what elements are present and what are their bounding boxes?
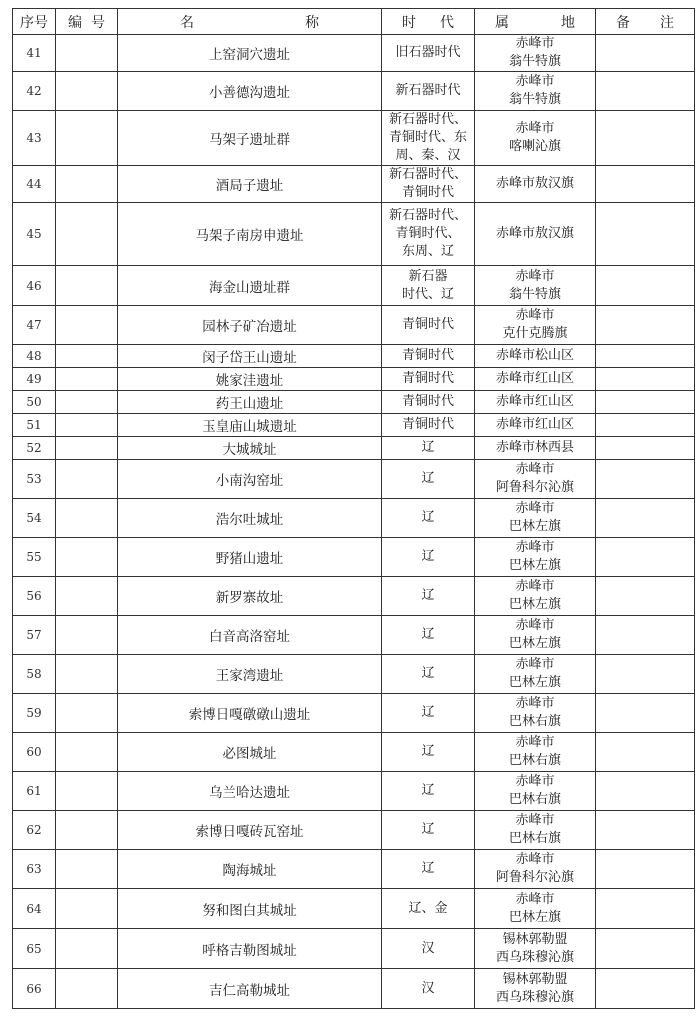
row-era [382, 266, 475, 306]
row-remark [596, 577, 695, 616]
header-location-char: 属 [495, 14, 509, 31]
row-location-line: 赤峰市红山区 [495, 394, 574, 409]
row-location-line: 赤峰市 [515, 891, 555, 907]
row-location [475, 368, 596, 391]
row-location [475, 577, 596, 616]
row-location-line: 阿鲁科尔沁旗 [495, 870, 574, 885]
row-era [382, 577, 475, 616]
row-era-line: 辽 [421, 510, 435, 525]
row-name: 新罗寨故址 [118, 577, 382, 616]
table-row [13, 391, 695, 414]
table-row [13, 499, 695, 538]
row-era-line: 青铜时代 [401, 317, 454, 332]
table-row [13, 929, 695, 969]
row-location [475, 538, 596, 577]
row-remark [596, 969, 695, 1009]
row-seq: 62 [13, 811, 56, 850]
row-remark [596, 733, 695, 772]
row-name: 小南沟窑址 [118, 460, 382, 499]
row-seq: 63 [13, 850, 56, 889]
row-seq: 56 [13, 577, 56, 616]
row-name: 野猪山遗址 [118, 538, 382, 577]
row-code [56, 694, 118, 733]
row-location-line: 赤峰市 [515, 308, 555, 323]
row-location-line: 巴林左旗 [508, 597, 561, 612]
row-era [382, 203, 475, 266]
row-location [475, 35, 596, 72]
row-remark [596, 72, 695, 111]
row-era-line: 辽 [421, 705, 435, 720]
row-remark [596, 811, 695, 850]
row-code [56, 772, 118, 811]
row-era [382, 772, 475, 811]
row-location-line: 巴林左旗 [508, 909, 561, 925]
table-row [13, 266, 695, 306]
row-location-line: 赤峰市 [515, 36, 555, 51]
table-row [13, 437, 695, 460]
header-code [56, 9, 118, 35]
row-era-line: 青铜时代 [401, 371, 454, 386]
row-era-line: 辽 [421, 666, 435, 681]
row-location-line: 赤峰市敖汉旗 [495, 176, 574, 191]
header-name-char: 名 [180, 14, 194, 31]
row-remark [596, 460, 695, 499]
row-era-line: 新石器时代、 [388, 167, 467, 182]
table-body [13, 35, 695, 1009]
row-era-line: 辽 [421, 471, 435, 486]
row-remark [596, 166, 695, 203]
row-name: 园林子矿冶遗址 [118, 306, 382, 345]
row-code [56, 166, 118, 203]
row-remark [596, 35, 695, 72]
row-era [382, 437, 475, 460]
header-location [475, 9, 596, 35]
row-era-line: 青铜时代、 [395, 226, 461, 241]
row-era [382, 616, 475, 655]
row-location-line: 翁牛特旗 [508, 54, 561, 69]
row-era [382, 111, 475, 166]
row-name: 马架子遗址群 [118, 111, 382, 166]
row-location-line: 巴林左旗 [508, 636, 561, 651]
row-era-line: 时代、辽 [401, 286, 454, 302]
row-seq: 48 [13, 345, 56, 368]
row-era [382, 733, 475, 772]
row-location [475, 889, 596, 929]
row-remark [596, 368, 695, 391]
row-location-line: 巴林左旗 [508, 519, 561, 534]
row-location [475, 460, 596, 499]
row-era-line: 辽 [421, 744, 435, 759]
row-seq: 64 [13, 889, 56, 929]
row-seq: 42 [13, 72, 56, 111]
table-row [13, 969, 695, 1009]
row-era [382, 969, 475, 1009]
row-code [56, 111, 118, 166]
row-seq: 57 [13, 616, 56, 655]
row-location-line: 赤峰市 [515, 501, 555, 516]
row-era [382, 811, 475, 850]
row-era-line: 青铜时代 [401, 348, 454, 363]
row-code [56, 35, 118, 72]
row-era-line: 新石器 [408, 268, 448, 284]
row-location [475, 414, 596, 437]
row-era [382, 460, 475, 499]
row-code [56, 850, 118, 889]
row-location-line: 赤峰市 [515, 774, 555, 789]
row-code [56, 203, 118, 266]
row-code [56, 266, 118, 306]
row-location-line: 赤峰市林西县 [495, 440, 574, 455]
row-era-line: 青铜时代 [401, 185, 454, 200]
row-location-line: 赤峰市 [515, 852, 555, 867]
table-row [13, 850, 695, 889]
row-remark [596, 850, 695, 889]
row-location-line: 克什克腾旗 [502, 326, 568, 341]
row-remark [596, 345, 695, 368]
row-era [382, 391, 475, 414]
table-row [13, 772, 695, 811]
row-code [56, 577, 118, 616]
row-seq: 58 [13, 655, 56, 694]
row-name: 马架子南房申遗址 [118, 203, 382, 266]
row-seq: 60 [13, 733, 56, 772]
table-row [13, 35, 695, 72]
row-location [475, 345, 596, 368]
row-name: 药王山遗址 [118, 391, 382, 414]
row-seq: 61 [13, 772, 56, 811]
row-remark [596, 772, 695, 811]
row-location-line: 赤峰市 [515, 813, 555, 828]
row-era-line: 辽 [421, 588, 435, 603]
row-era-line: 辽 [421, 822, 435, 837]
row-remark [596, 437, 695, 460]
row-name: 白音高洛窑址 [118, 616, 382, 655]
row-code [56, 655, 118, 694]
row-location [475, 391, 596, 414]
row-location-line: 锡林郭勒盟 [502, 971, 568, 987]
row-remark [596, 111, 695, 166]
row-location [475, 929, 596, 969]
row-location-line: 巴林右旗 [508, 753, 561, 768]
header-seq: 序号 [13, 9, 56, 35]
row-name: 陶海城址 [118, 850, 382, 889]
row-remark [596, 929, 695, 969]
row-remark [596, 266, 695, 306]
row-location [475, 772, 596, 811]
row-code [56, 969, 118, 1009]
header-location-char: 地 [561, 14, 575, 31]
row-era [382, 694, 475, 733]
row-location [475, 437, 596, 460]
row-code [56, 733, 118, 772]
row-name: 大城城址 [118, 437, 382, 460]
row-location [475, 166, 596, 203]
row-era-line: 辽 [421, 783, 435, 798]
row-era-line: 青铜时代 [401, 417, 454, 432]
row-location-line: 赤峰市 [515, 735, 555, 750]
row-location-line: 锡林郭勒盟 [502, 931, 568, 947]
header-row [13, 9, 695, 35]
row-code [56, 72, 118, 111]
row-seq: 49 [13, 368, 56, 391]
row-remark [596, 655, 695, 694]
table-row [13, 616, 695, 655]
row-era-line: 汉 [421, 940, 435, 956]
row-era [382, 414, 475, 437]
table-row [13, 538, 695, 577]
row-location [475, 850, 596, 889]
header-era [382, 9, 475, 35]
row-seq: 44 [13, 166, 56, 203]
row-location-line: 巴林左旗 [508, 558, 561, 573]
row-remark [596, 889, 695, 929]
row-location-line: 赤峰市 [515, 579, 555, 594]
row-code [56, 616, 118, 655]
row-location-line: 西乌珠穆沁旗 [495, 949, 574, 965]
row-era-line: 辽 [421, 861, 435, 876]
row-location [475, 733, 596, 772]
row-name: 闵子岱王山遗址 [118, 345, 382, 368]
row-era [382, 166, 475, 203]
row-code [56, 368, 118, 391]
table-row [13, 203, 695, 266]
table-row [13, 306, 695, 345]
row-name: 海金山遗址群 [118, 266, 382, 306]
row-era-line: 辽 [421, 549, 435, 564]
row-code [56, 889, 118, 929]
row-name: 玉皇庙山城遗址 [118, 414, 382, 437]
row-location [475, 111, 596, 166]
row-remark [596, 694, 695, 733]
row-name: 浩尔吐城址 [118, 499, 382, 538]
header-remark-char: 备 [616, 14, 630, 31]
row-name: 酒局子遗址 [118, 166, 382, 203]
row-location-line: 赤峰市 [515, 268, 555, 284]
row-location [475, 655, 596, 694]
row-location-line: 翁牛特旗 [508, 92, 561, 107]
row-location [475, 616, 596, 655]
row-location-line: 赤峰市 [515, 121, 555, 136]
table-row [13, 577, 695, 616]
row-remark [596, 306, 695, 345]
row-name: 努和图白其城址 [118, 889, 382, 929]
row-code [56, 414, 118, 437]
row-era-line: 青铜时代 [401, 394, 454, 409]
row-location [475, 811, 596, 850]
row-seq: 65 [13, 929, 56, 969]
row-code [56, 460, 118, 499]
row-location-line: 赤峰市敖汉旗 [495, 226, 574, 241]
table-row [13, 889, 695, 929]
table-row [13, 166, 695, 203]
row-code [56, 499, 118, 538]
header-code-char: 号 [91, 14, 105, 31]
row-name: 上窑洞穴遗址 [118, 35, 382, 72]
row-location [475, 694, 596, 733]
row-location-line: 喀喇沁旗 [508, 139, 561, 154]
row-location-line: 赤峰市 [515, 462, 555, 477]
table-row [13, 733, 695, 772]
row-name: 王家湾遗址 [118, 655, 382, 694]
row-location-line: 赤峰市 [515, 74, 555, 89]
row-era [382, 72, 475, 111]
row-code [56, 306, 118, 345]
row-seq: 47 [13, 306, 56, 345]
row-seq: 45 [13, 203, 56, 266]
row-remark [596, 391, 695, 414]
row-name: 姚家洼遗址 [118, 368, 382, 391]
header-code-char: 编 [68, 14, 82, 31]
row-seq: 41 [13, 35, 56, 72]
row-remark [596, 203, 695, 266]
heritage-sites-table [12, 8, 695, 1009]
header-name [118, 9, 382, 35]
row-name: 索博日嘎礅礅山遗址 [118, 694, 382, 733]
header-name-char: 称 [305, 14, 319, 31]
table-row [13, 414, 695, 437]
row-location-line: 巴林左旗 [508, 675, 561, 690]
table-row [13, 111, 695, 166]
row-location-line: 巴林右旗 [508, 714, 561, 729]
row-seq: 66 [13, 969, 56, 1009]
row-location-line: 赤峰市 [515, 540, 555, 555]
row-location-line: 巴林右旗 [508, 792, 561, 807]
row-seq: 53 [13, 460, 56, 499]
row-era [382, 345, 475, 368]
row-name: 吉仁高勒城址 [118, 969, 382, 1009]
row-era-line: 辽、金 [408, 900, 448, 916]
row-seq: 55 [13, 538, 56, 577]
row-era [382, 850, 475, 889]
row-location-line: 翁牛特旗 [508, 286, 561, 302]
table-row [13, 460, 695, 499]
row-name: 小善德沟遗址 [118, 72, 382, 111]
header-era-char: 时 [402, 14, 416, 31]
row-remark [596, 499, 695, 538]
header-remark [596, 9, 695, 35]
row-era [382, 889, 475, 929]
row-location [475, 499, 596, 538]
row-era [382, 35, 475, 72]
row-era-line: 周、秦、汉 [395, 148, 461, 163]
row-location-line: 赤峰市红山区 [495, 417, 574, 432]
row-seq: 46 [13, 266, 56, 306]
row-seq: 59 [13, 694, 56, 733]
table-row [13, 811, 695, 850]
row-code [56, 929, 118, 969]
table-row [13, 655, 695, 694]
row-seq: 50 [13, 391, 56, 414]
row-location-line: 赤峰市 [515, 696, 555, 711]
row-remark [596, 538, 695, 577]
row-seq: 43 [13, 111, 56, 166]
row-location-line: 赤峰市红山区 [495, 371, 574, 386]
row-era [382, 538, 475, 577]
row-era-line: 新石器时代、 [388, 112, 467, 127]
row-location [475, 266, 596, 306]
row-location-line: 巴林右旗 [508, 831, 561, 846]
row-location-line: 西乌珠穆沁旗 [495, 989, 574, 1005]
row-era [382, 929, 475, 969]
row-name: 必图城址 [118, 733, 382, 772]
row-code [56, 437, 118, 460]
row-location-line: 赤峰市 [515, 657, 555, 672]
row-remark [596, 616, 695, 655]
table-row [13, 345, 695, 368]
row-seq: 51 [13, 414, 56, 437]
row-era [382, 655, 475, 694]
row-era [382, 499, 475, 538]
row-code [56, 345, 118, 368]
row-era-line: 东周、辽 [401, 244, 454, 259]
row-name: 索博日嘎砖瓦窑址 [118, 811, 382, 850]
table-row [13, 72, 695, 111]
row-era-line: 新石器时代 [395, 83, 461, 98]
header-era-char: 代 [440, 14, 454, 31]
row-location-line: 赤峰市松山区 [495, 348, 574, 363]
row-era-line: 汉 [421, 980, 435, 996]
row-era [382, 368, 475, 391]
row-code [56, 391, 118, 414]
table-row [13, 694, 695, 733]
row-name: 乌兰哈达遗址 [118, 772, 382, 811]
row-location-line: 赤峰市 [515, 618, 555, 633]
row-era-line: 辽 [421, 440, 435, 455]
row-code [56, 811, 118, 850]
row-era-line: 辽 [421, 627, 435, 642]
row-location [475, 203, 596, 266]
row-remark [596, 414, 695, 437]
row-name: 呼格吉勒图城址 [118, 929, 382, 969]
row-location [475, 969, 596, 1009]
table-row [13, 368, 695, 391]
header-remark-char: 注 [660, 14, 674, 31]
row-code [56, 538, 118, 577]
row-seq: 54 [13, 499, 56, 538]
row-era-line: 青铜时代、东 [388, 130, 467, 145]
row-location [475, 72, 596, 111]
row-seq: 52 [13, 437, 56, 460]
row-location-line: 阿鲁科尔沁旗 [495, 480, 574, 495]
row-era-line: 新石器时代、 [388, 208, 467, 223]
row-era-line: 旧石器时代 [395, 45, 461, 60]
row-era [382, 306, 475, 345]
row-location [475, 306, 596, 345]
